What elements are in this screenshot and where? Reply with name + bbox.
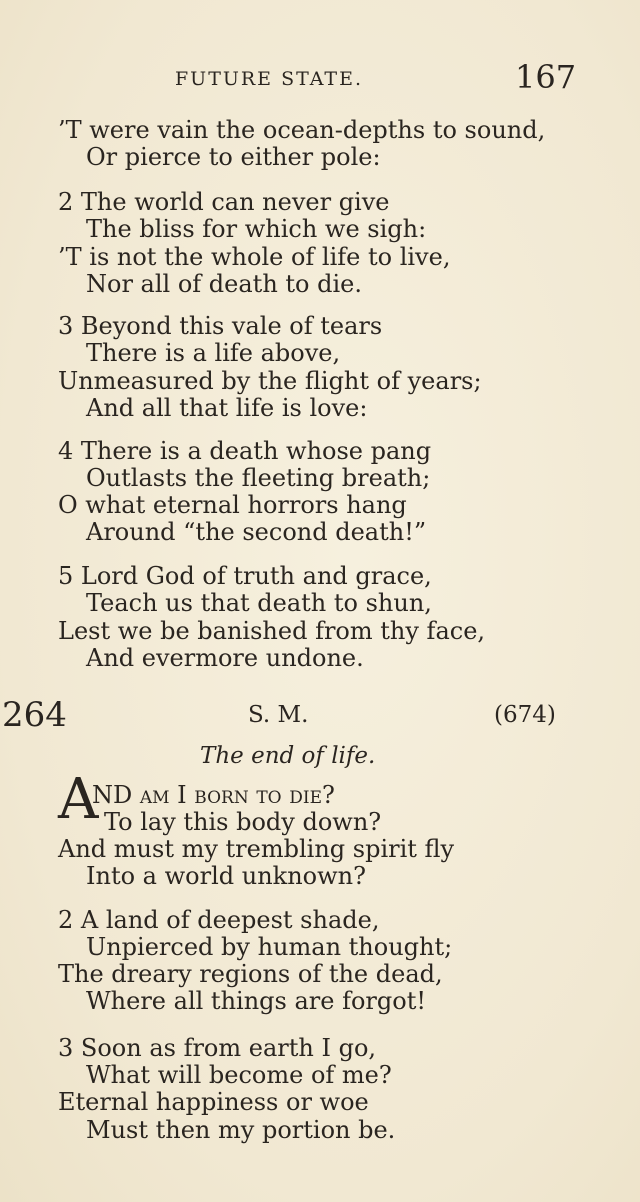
verse-line: The bliss for which we sigh: <box>86 215 427 243</box>
verse-line: Into a world unknown? <box>86 862 366 890</box>
verse-line: 2 The world can never give <box>58 188 390 216</box>
verse-line: Lest we be banished from thy face, <box>58 617 486 645</box>
verse-line: 3 Soon as from earth I go, <box>58 1034 377 1062</box>
verse-line: Eternal happiness or woe <box>58 1088 369 1116</box>
verse-line: Teach us that death to shun, <box>86 589 432 617</box>
verse-line: There is a life above, <box>86 339 341 367</box>
running-title: FUTURE STATE. <box>175 68 364 90</box>
verse-line: Nor all of death to die. <box>86 270 362 298</box>
verse-line: And must my trembling spirit fly <box>58 835 455 863</box>
verse-line: ’T were vain the ocean-depths to sound, <box>58 116 546 144</box>
hymn-title: The end of life. <box>200 743 376 769</box>
verse-line: 2 A land of deepest shade, <box>58 906 380 934</box>
verse-line: 3 Beyond this vale of tears <box>58 312 383 340</box>
verse-line: And all that life is love: <box>86 394 368 422</box>
verse-line: Unmeasured by the flight of years; <box>58 367 482 395</box>
verse-line: O what eternal horrors hang <box>58 491 407 519</box>
verse-line: Around “the second death!” <box>86 518 427 546</box>
verse-line: Outlasts the fleeting breath; <box>86 464 431 492</box>
tune-reference: (674) <box>494 702 556 728</box>
verse-line: Or pierce to either pole: <box>86 143 381 171</box>
verse-line: To lay this body down? <box>104 808 382 836</box>
verse-line: ’T is not the whole of life to live, <box>58 243 451 271</box>
hymn-number: 264 <box>2 695 67 735</box>
verse-line: 4 There is a death whose pang <box>58 437 432 465</box>
verse-line: Where all things are forgot! <box>86 987 426 1015</box>
drop-cap: A <box>58 767 99 832</box>
verse-line: 5 Lord God of truth and grace, <box>58 562 432 590</box>
verse-line: What will become of me? <box>86 1061 392 1089</box>
verse-line: Must then my portion be. <box>86 1116 396 1144</box>
verse-line: ND am I born to die? <box>92 781 335 809</box>
verse-line: And evermore undone. <box>86 644 364 672</box>
page-number: 167 <box>515 58 577 96</box>
verse-line: The dreary regions of the dead, <box>58 960 443 988</box>
hymn-meter: S. M. <box>248 702 309 728</box>
verse-line: Unpierced by human thought; <box>86 933 453 961</box>
